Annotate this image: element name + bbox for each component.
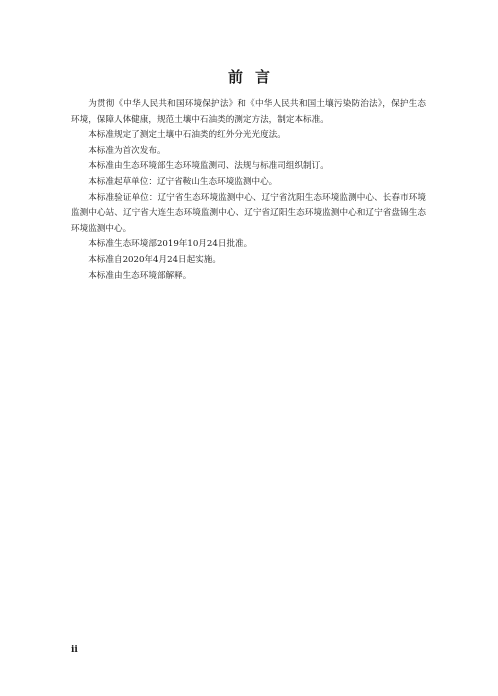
page-title: 前言	[227, 68, 282, 86]
paragraph-purpose: 为贯彻《中华人民共和国环境保护法》和《中华人民共和国土壤污染防治法》，保护生态环境，保障人体健康，规范土壤中石油类的测定方法，制定本标准。	[71, 99, 426, 125]
paragraph-approval: 本标准生态环境部2019年10月24日批准。	[88, 239, 253, 250]
paragraph-verification-units: 本标准验证单位：辽宁省生态环境监测中心、辽宁省沈阳生态环境监测中心、长春市环境监测中心站、辽宁省大连生态环境监测中心、辽宁省辽阳生态环境监测中心和辽宁省盘锦生态环境监测中心。	[71, 192, 426, 234]
paragraph-scope: 本标准规定了测定土壤中石油类的红外分光光度法。	[88, 130, 286, 141]
paragraph-drafting-unit: 本标准起草单位：辽宁省鞍山生态环境监测中心。	[88, 176, 278, 187]
paragraph-release: 本标准为首次发布。	[88, 145, 166, 156]
preface-body	[71, 97, 426, 284]
paragraph-implementation: 本标准自2020年4月24日起实施。	[88, 254, 221, 265]
paragraph-organizer: 本标准由生态环境部生态环境监测司、法规与标准司组织制订。	[88, 161, 329, 172]
paragraph-interpretation: 本标准由生态环境部解释。	[88, 270, 192, 281]
page-number: ii	[71, 645, 78, 655]
